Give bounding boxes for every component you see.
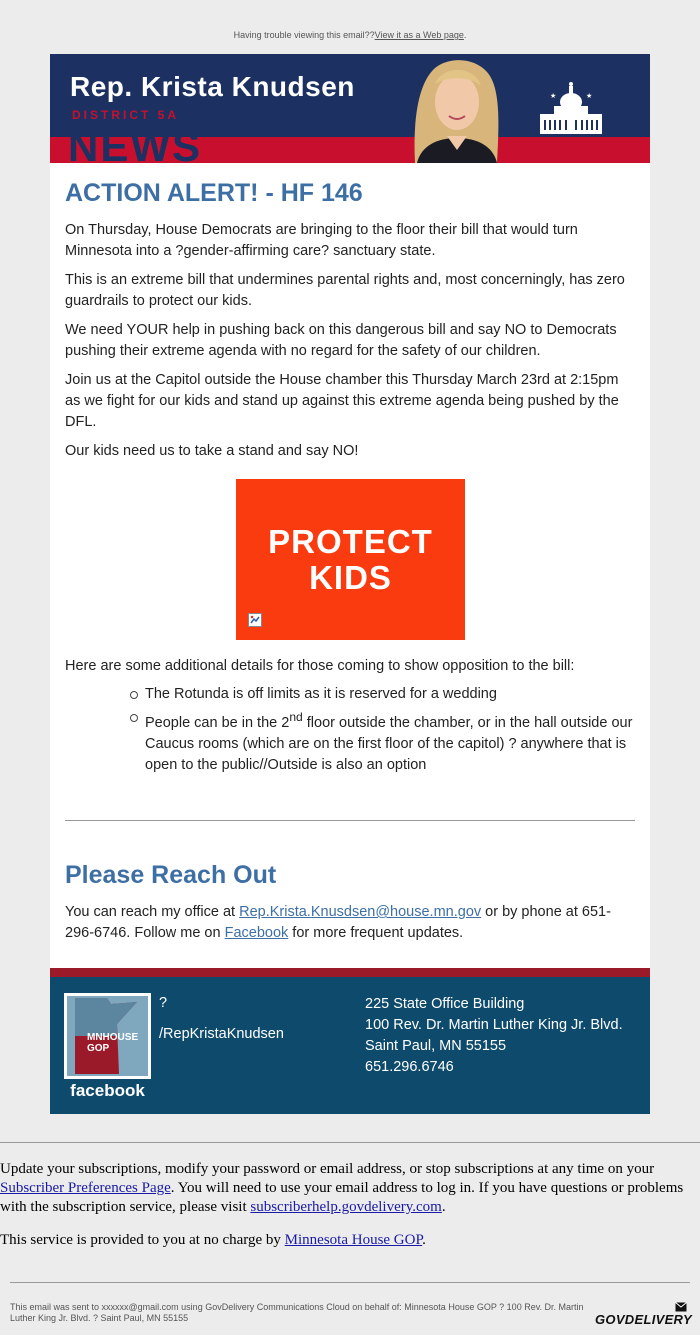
details-section [65,656,635,778]
bottom-divider [10,1282,690,1283]
reach-text-1: You can reach my office at [65,904,240,920]
details-list-item [145,684,635,705]
service-end: . [422,1232,426,1248]
protect-line-2: KIDS [309,559,392,596]
sent-to-notice: This email was sent to xxxxxx@gmail.com using GovDelivery Communications Cloud on behalf of: Minnesota House GOP ? 100 Rev. Dr. Martin Luther King Jr. Blvd. ? Saint Paul, MN 55155 [10,1302,584,1323]
subscriber-preferences-link[interactable]: Subscriber Preferences Page [0,1180,171,1196]
phone-number: 651.296.6746 [365,1059,454,1075]
facebook-label: facebook [70,1081,145,1100]
facebook-logo-link[interactable] [64,993,151,1101]
subscription-paragraph [0,1160,700,1217]
address-line: 225 State Office Building [365,996,525,1012]
details-item-2-sup: nd [289,710,303,724]
details-list-item [145,707,635,776]
details-item-1-text: The Rotunda is off limits as it is reserved for a wedding [145,686,497,702]
mnhouse-gop-logo [64,993,151,1079]
details-intro: Here are some additional details for those coming to show opposition to the bill: [65,658,575,674]
email-card [50,54,650,1114]
footer-divider [0,1142,700,1143]
alert-paragraph-2: This is an extreme bill that undermines parental rights and, most concerningly, has zero guardrails to protect our kids. [65,272,625,309]
alert-paragraph-1: On Thursday, House Democrats are bringing to the floor their bill that would turn Minnesota into a ?gender-affirming care? sanctuary state. [65,222,578,259]
alert-paragraph-4: Join us at the Capitol outside the House chamber this Thursday March 23rd at 2:15pm as we fight for our kids and stand up against this extreme agenda being pushed by the DFL. [65,372,619,430]
reach-out-title: Please Reach Out [65,861,277,889]
protect-line-1: PROTECT [268,523,433,560]
details-item-2-post: floor outside the chamber, or in the hall outside our Caucus rooms (which are on the first floor of the capitol) ? anywhere that is open to the public//Outside is also an option [145,714,633,773]
protect-kids-image[interactable] [236,479,465,640]
footer-contact [50,977,650,1114]
govdelivery-logo[interactable] [595,1302,690,1328]
view-web-page-link[interactable]: View it as a Web page [374,30,464,40]
subscription-notice [0,1160,700,1250]
reach-text-2: or by phone at 651-296-6746. Follow me on [65,904,611,941]
govdelivery-wordmark: GOVDELIVERY [595,1312,692,1327]
header-banner [50,54,650,163]
broken-image-icon [248,613,262,627]
capitol-icon [538,76,604,138]
banner-district: DISTRICT 5A [72,108,180,122]
reach-out-text [65,902,635,944]
facebook-link[interactable]: Facebook [224,925,289,941]
portrait-photo [395,54,513,163]
svg-text:★: ★ [586,92,593,100]
logo-text: MNHOUSE GOP [87,1032,139,1054]
section-divider [65,820,635,821]
alert-title: ACTION ALERT! - HF 146 [65,179,363,207]
preheader [0,30,700,40]
footer-question-mark: ? [159,995,168,1011]
subscriber-help-link[interactable]: subscriberhelp.govdelivery.com [250,1199,442,1215]
email-link[interactable]: Rep.Krista.Knusdsen@house.mn.gov [239,904,482,920]
service-paragraph [0,1231,700,1250]
svg-text:★: ★ [550,92,557,100]
address-line: Saint Paul, MN 55155 [365,1038,507,1054]
details-item-2-pre: People can be in the 2 [145,714,290,731]
banner-news: NEWS [68,123,202,163]
envelope-icon [675,1302,687,1312]
address-line: 100 Rev. Dr. Martin Luther King Jr. Blvd. [365,1017,623,1033]
facebook-handle[interactable]: /RepKristaKnudsen [159,1026,284,1042]
preheader-period: . [463,30,467,40]
minnesota-house-gop-link[interactable]: Minnesota House GOP [284,1232,423,1248]
alert-paragraph-3: We need YOUR help in pushing back on this dangerous bill and say NO to Democrats pushing their extreme agenda with no regard for the safety of our children. [65,322,617,359]
subs-text-1: Update your subscriptions, modify your password or email address, or stop subscriptions at any time on your [0,1161,655,1177]
trouble-text: Having trouble viewing this email?? [233,30,375,40]
service-text: This service is provided to you at no charge by [0,1232,285,1248]
reach-text-3: for more frequent updates. [288,925,464,941]
subs-text-3: . [441,1199,446,1215]
alert-paragraph-5: Our kids need us to take a stand and say NO! [65,443,359,459]
banner-name: Rep. Krista Knudsen [70,71,355,102]
details-list [145,684,635,776]
alert-section [65,174,635,462]
office-address [365,994,623,1078]
subs-text-2: . You will need to use your email address to log in. If you have questions or problems with the subscription service, please visit [0,1180,684,1215]
footer-red-bar [50,968,650,977]
